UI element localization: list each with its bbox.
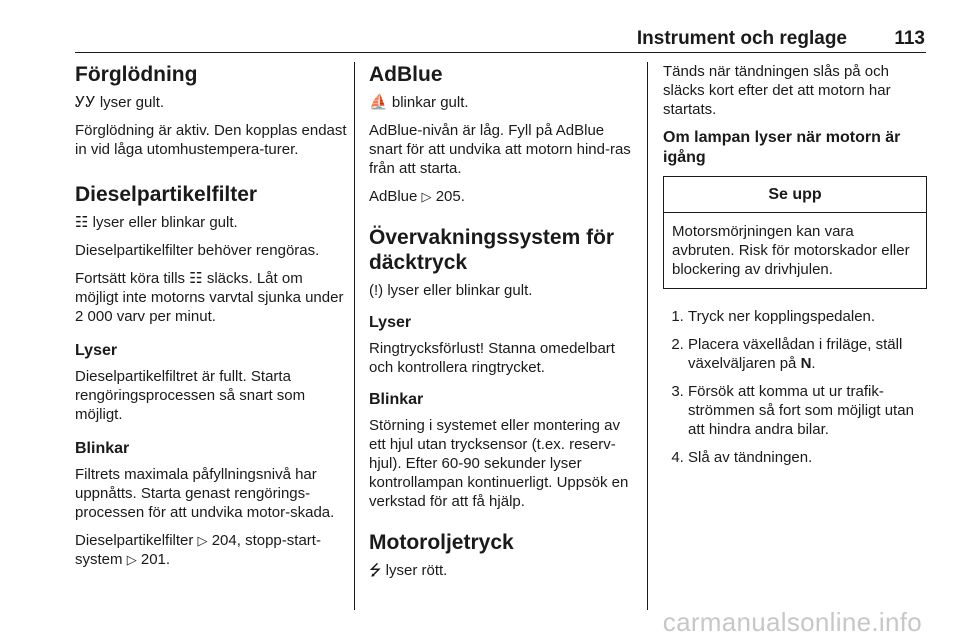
header-divider: [75, 52, 926, 53]
page-ref-arrow-icon: ▷: [421, 189, 432, 204]
indicator-line: (!) lyser eller blinkar gult.: [369, 282, 533, 299]
column-1: [75, 62, 347, 578]
column-2: [369, 62, 637, 589]
list-item: 1. Tryck ner kopplingspedalen.: [688, 307, 927, 326]
paragraph: Dieselpartikelfiltret är fullt. Starta rengöringsprocessen så snart som möjligt.: [75, 368, 306, 423]
page-header: [75, 28, 925, 54]
page-ref-arrow-icon: ▷: [126, 552, 137, 567]
cross-reference: Dieselpartikelfilter ▷ 204, stopp-start-system ▷ 201.: [75, 532, 321, 568]
indicator-line: ☷ lyser eller blinkar gult.: [75, 214, 238, 231]
particle-filter-icon: ☷: [75, 214, 89, 231]
paragraph: AdBlue-nivån är låg. Fyll på AdBlue snart för att undvika att motorn hind-ras från att starta.: [369, 122, 631, 177]
list-item: 4. Slå av tändningen.: [688, 448, 927, 467]
paragraph: Tänds när tändningen slås på och släcks kort efter det att motorn har startats.: [663, 63, 891, 118]
watermark: carmanualsonline.info: [662, 607, 922, 637]
caution-title: Se upp: [664, 177, 926, 213]
column-divider: [647, 62, 648, 610]
cross-reference: AdBlue ▷ 205.: [369, 188, 465, 205]
section-heading: Dieselpartikelfilter: [75, 183, 258, 206]
steps-list: [663, 307, 927, 467]
caution-box: [663, 176, 927, 289]
column-divider: [354, 62, 355, 610]
paragraph: Ringtrycksförlust! Stanna omedelbart och kontrollera ringtrycket.: [369, 340, 615, 376]
glow-plug-icon: ᎩᎩ: [75, 94, 96, 111]
subheading: Blinkar: [369, 391, 424, 408]
section-heading: Motoroljetryck: [369, 531, 514, 554]
caution-text: Motorsmörjningen kan vara avbruten. Risk för motorskador eller blockering av drivhjulen.: [672, 223, 910, 278]
oil-can-icon: ⭍: [369, 562, 382, 579]
paragraph: Dieselpartikelfilter behöver rengöras.: [75, 242, 320, 259]
list-item: 3. Försök att komma ut ur trafik-strömmen så fort som möjligt utan att hindra andra bilar.: [688, 382, 927, 439]
column-3: [663, 62, 927, 476]
page-ref-arrow-icon: ▷: [197, 533, 208, 548]
section-heading: Övervakningssystem för däcktryck: [369, 226, 615, 274]
indicator-line: ⛵ blinkar gult.: [369, 94, 469, 111]
paragraph: Filtrets maximala påfyllningsnivå har uppnåtts. Starta genast rengörings-processen för att undvika motor-skada.: [75, 466, 335, 521]
header-title: Instrument och reglage: [636, 28, 847, 49]
paragraph: Förglödning är aktiv. Den kopplas endast in vid låga utomhustempera-turer.: [75, 122, 347, 158]
subheading: Blinkar: [75, 440, 130, 457]
page-number: 113: [894, 28, 925, 49]
subheading: Lyser: [75, 342, 118, 359]
section-heading: Förglödning: [75, 63, 198, 86]
adblue-icon: ⛵: [369, 94, 388, 111]
tire-pressure-icon: (!): [369, 282, 384, 299]
subheading: Lyser: [369, 314, 412, 331]
list-item: 2. Placera växellådan i friläge, ställ växelväljaren på N.: [688, 335, 927, 373]
paragraph: Störning i systemet eller montering av ett hjul utan trycksensor (t.ex. reserv-hjul). Efter 60-90 sekunder lyser kontrollampan kontinuerligt. Uppsök en verkstad för att få hjälp.: [369, 417, 629, 510]
paragraph: Fortsätt köra tills ☷ släcks. Låt om möjligt inte motorns varvtal sjunka under 2 000 varv per minut.: [75, 270, 344, 325]
section-heading: AdBlue: [369, 63, 443, 86]
indicator-line: ᎩᎩ lyser gult.: [75, 94, 165, 111]
indicator-line: ⭍ lyser rött.: [369, 562, 448, 579]
subheading: Om lampan lyser när motorn är igång: [663, 129, 901, 166]
particle-filter-icon: ☷: [189, 270, 203, 287]
